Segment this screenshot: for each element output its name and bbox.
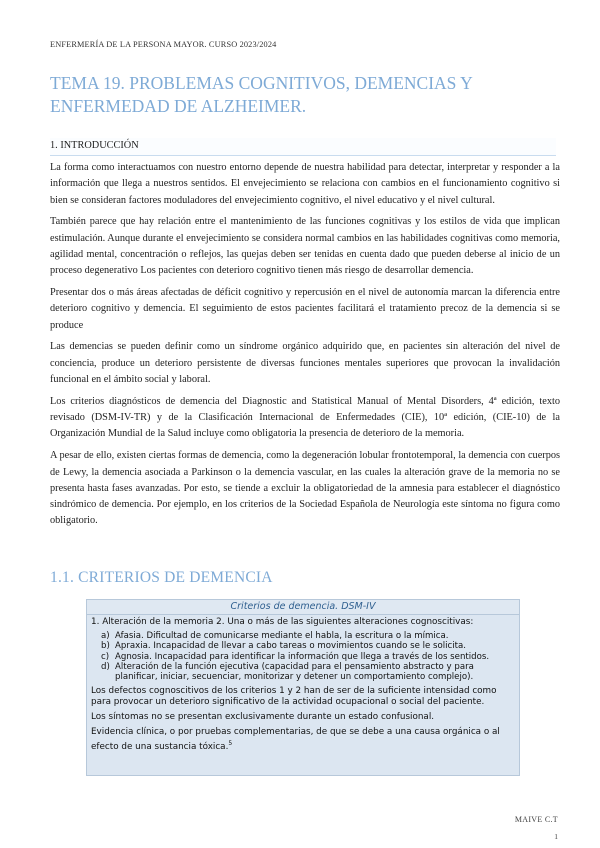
criteria-list <box>91 631 515 682</box>
criteria-text: Agnosia. Incapacidad para identificar la información que llega a través de los sentidos. <box>115 651 490 662</box>
page-number: 1 <box>554 832 558 841</box>
section-number: 1. <box>50 140 58 151</box>
criteria-table-title: Criterios de demencia. DSM-IV <box>87 600 519 615</box>
criteria-item <box>101 661 515 683</box>
criteria-item <box>101 641 515 652</box>
page-title: TEMA 19. PROBLEMAS COGNITIVOS, DEMENCIAS Y ENFERMEDAD DE ALZHEIMER. <box>50 73 473 116</box>
section-heading-introduccion <box>50 138 556 156</box>
criteria-paragraph-evidence <box>91 727 515 753</box>
footer-author: MAIVE C.T <box>514 815 558 824</box>
criteria-marker: d) <box>101 661 110 672</box>
running-header: ENFERMERÍA DE LA PERSONA MAYOR. CURSO 2023/2024 <box>50 40 277 49</box>
criteria-marker: b) <box>101 641 110 652</box>
criteria-item <box>101 631 515 641</box>
section-heading-text <box>50 140 139 151</box>
paragraph: Las demencias se pueden definir como un síndrome orgánico adquirido que, en pacientes sin alteración del nivel de conciencia, produce un deterioro persistente de diversas funciones mentales superiores que provocan la invalidación funcional en el ámbito social y laboral. <box>50 341 560 386</box>
criteria-text: Afasia. Dificultad de comunicarse mediante el habla, la escritura o la mímica. <box>115 631 449 641</box>
criteria-text: Apraxia. Incapacidad de llevar a cabo tareas o movimientos cuando se le solicita. <box>115 641 467 652</box>
dsm-iv-criteria-table <box>86 599 520 776</box>
paragraph: Presentar dos o más áreas afectadas de déficit cognitivo y repercusión en el nivel de autonomía marcan la diferencia entre deterioro cognitivo y demencia. El seguimiento de estos pacientes facilitará el tratamiento precoz de la demencia si se produce <box>50 287 560 331</box>
criteria-evidence-text: Evidencia clínica, o por pruebas complementarias, de que se debe a una causa orgánica o al efecto de una sustancia tóxica. <box>91 727 500 753</box>
criteria-marker: c) <box>101 651 110 662</box>
criteria-table-body <box>87 615 519 753</box>
paragraph: La forma como interactuamos con nuestro entorno depende de nuestra habilidad para detectar, interpretar y responder a la información que llega a nuestros sentidos. El envejecimiento se relaciona con cambios en el funcionamiento cognitivo si bien se consideran factores moduladores del envejecimiento cognitivo, el nivel educativo y el nivel cultural. <box>50 162 560 206</box>
footnote-ref: 5 <box>228 740 233 748</box>
section-label: INTRODUCCIÓN <box>60 140 139 151</box>
criteria-lead: 1. Alteración de la memoria 2. Una o más de las siguientes alteraciones cognoscitivas: <box>91 617 474 627</box>
criteria-paragraph-confusional: Los síntomas no se presentan exclusivamente durante un estado confusional. <box>91 712 435 723</box>
paragraph: También parece que hay relación entre el mantenimiento de las funciones cognitivas y los estilos de vida que implican estimulación. Aunque durante el envejecimiento se considera normal cambios en las habilidades cognitivas como memoria, agilidad mental, concentración o reflejos, las quejas deben ser tenidas en cuenta dado que pueden deberse al inicio de un proceso degenerativo Los pacientes con deterioro cognitivo tienen más riesgo de desarrollar demencia. <box>50 216 560 277</box>
paragraph: Los criterios diagnósticos de demencia del Diagnostic and Statistical Manual of Mental Disorders, 4ª edición, texto revisado (DSM-IV-TR) y de la Clasificación Internacional de Enfermedades (CIE), 10ª edición, (CIE-10) de la Organización Mundial de la Salud incluye como obligatoria la presencia de deterioro de la memoria. <box>50 395 560 440</box>
introduction-body <box>50 160 560 535</box>
criteria-item <box>101 651 515 662</box>
criteria-marker: a) <box>101 631 110 641</box>
subsection-heading-criterios <box>50 569 273 587</box>
paragraph: A pesar de ello, existen ciertas formas de demencia, como la degeneración lobular frontotemporal, la demencia con cuerpos de Lewy, la demencia asociada a Parkinson o la demencia vascular, en las cuales la alteración grave de la memoria no se presenta hasta fases avanzadas. Por esto, se tiende a excluir la obligatoriedad de la amnesia para establecer el diagnóstico sindrómico de demencia. Por ejemplo, en los criterios de la Sociedad Española de Neurología este síntoma no figura como obligatorio. <box>50 450 560 527</box>
subsection-label: CRITERIOS DE DEMENCIA <box>78 569 273 586</box>
criteria-text: Alteración de la función ejecutiva (capacidad para el pensamiento abstracto y para planificar, iniciar, secuenciar, monitorizar y detener un comportamiento complejo). <box>115 661 474 683</box>
subsection-number: 1.1. <box>50 569 75 586</box>
criteria-paragraph-intensity: Los defectos cognoscitivos de los criterios 1 y 2 han de ser de la suficiente intensidad como para provocar un deterioro significativo de la actividad ocupacional o social del paciente. <box>91 686 497 708</box>
